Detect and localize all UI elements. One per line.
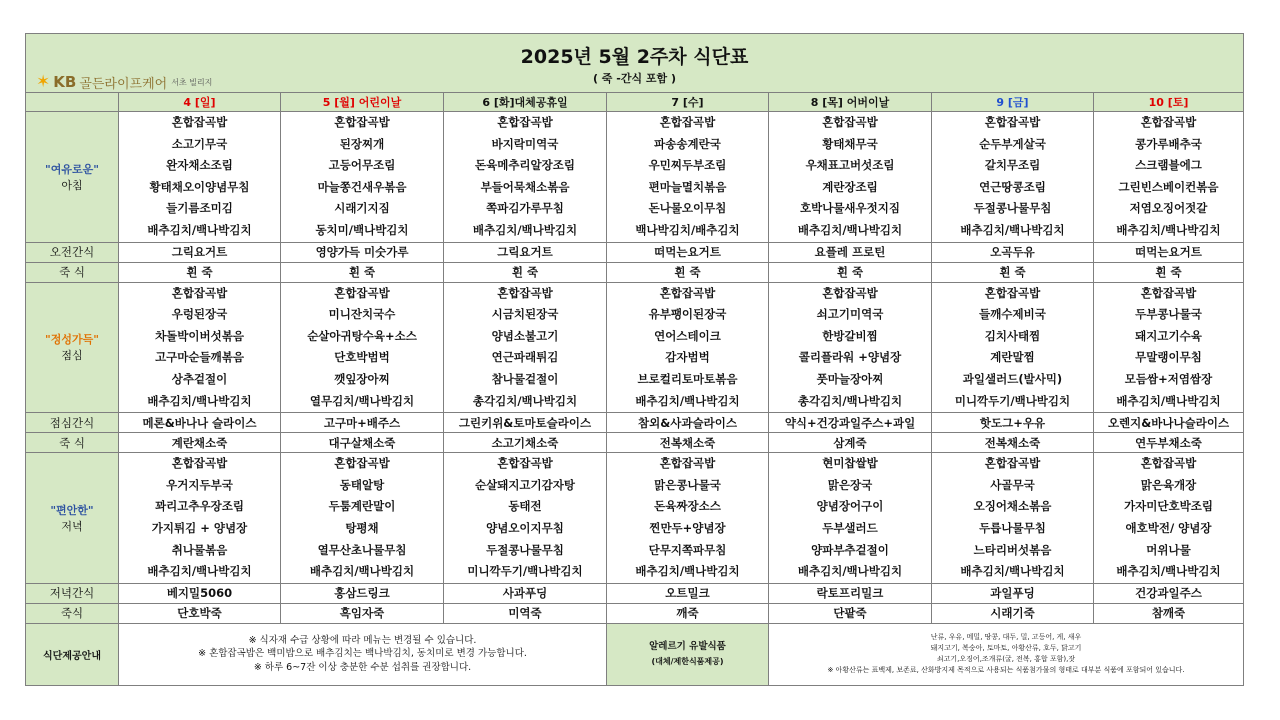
- menu-item: 고구마순들깨볶음: [155, 350, 244, 365]
- am_snack-cell-1: 영양가득 미숫가루: [281, 242, 444, 262]
- lunch-cell-6: [1094, 282, 1244, 413]
- menu-item: 두부샐러드: [822, 520, 878, 535]
- allergy-line-1: 난류, 우유, 메밀, 땅콩, 대두, 밀, 고등어, 게, 새우: [930, 633, 1082, 642]
- menu-table: [25, 33, 1244, 686]
- porridge2-cell-0: 계란채소죽: [119, 433, 281, 453]
- menu-item: 브로컬리토마토볶음: [637, 371, 738, 386]
- menu-item: 배추김치/백나박김치: [635, 564, 740, 579]
- menu-item: 시래기지짐: [334, 201, 390, 216]
- menu-item: 유부팽이된장국: [648, 307, 727, 322]
- evening_snack-cell-2: 사과푸딩: [444, 583, 607, 603]
- day-header-6: 10 [토]: [1094, 93, 1244, 112]
- am-snack-label: 오전간식: [26, 242, 119, 262]
- porridge2-cell-5: 전복채소죽: [932, 433, 1094, 453]
- lunch-cell-1: [281, 282, 444, 413]
- menu-item: 완자채소조림: [166, 158, 233, 173]
- breakfast-slogan: "여유로운": [45, 162, 99, 176]
- menu-item: 차돌박이버섯볶음: [155, 328, 244, 343]
- lunch-slogan: "정성가득": [45, 333, 99, 347]
- menu-item: 배추김치/백나박김치: [309, 564, 415, 579]
- dinner-cell-2: [444, 453, 607, 584]
- menu-item: 미니깍두기/백나박김치: [467, 564, 583, 579]
- evening_snack-cell-1: 홍삼드링크: [281, 583, 444, 603]
- day-header-0: 4 [일]: [119, 93, 281, 112]
- footer-note-3: ※ 하루 6~7잔 이상 충분한 수분 섭취를 권장합니다.: [253, 661, 472, 673]
- dinner-cell-5: [932, 453, 1094, 584]
- allergy-title: 알레르기 유발식품: [649, 641, 726, 653]
- menu-item: 김치사태찜: [984, 328, 1041, 343]
- lunch_snack-cell-5: 핫도그+우유: [932, 413, 1094, 433]
- evening_snack-cell-5: 과일푸딩: [932, 583, 1094, 603]
- menu-item: 동태알탕: [339, 477, 385, 492]
- menu-item: 혼합잡곡밥: [171, 456, 228, 471]
- menu-item: 머위나물: [1146, 542, 1191, 557]
- porridge2-label: 죽 식: [26, 433, 119, 453]
- menu-item: 두부콩나물국: [1135, 307, 1202, 322]
- allergy-subtitle: (대체/제한식품제공): [651, 657, 724, 667]
- porridge1-cell-4: 흰 죽: [769, 262, 932, 282]
- menu-item: 열무김치/백나박김치: [309, 393, 415, 408]
- menu-item: 돈나물오이무침: [648, 201, 727, 216]
- menu-item: 콜리플라워 +양념장: [798, 350, 902, 365]
- allergy-title-cell: [607, 623, 769, 685]
- am_snack-cell-6: 떠먹는요거트: [1094, 242, 1244, 262]
- day-header-4: 8 [목] 어버이날: [769, 93, 932, 112]
- dinner-cell-4: [769, 453, 932, 584]
- menu-item: 돈육메추리알장조림: [475, 158, 575, 173]
- menu-item: 양념소불고기: [491, 328, 559, 343]
- porridge3-row: [26, 603, 1244, 623]
- menu-item: 감자범벅: [665, 350, 710, 365]
- menu-item: 탕평채: [345, 520, 379, 535]
- porridge1-row: [26, 262, 1244, 282]
- logo-brand: KB: [53, 73, 77, 91]
- lunch-cell-3: [607, 282, 769, 413]
- menu-item: 시금치된장국: [491, 307, 559, 322]
- menu-item: 총각김치/백나박김치: [472, 393, 578, 408]
- porridge3-label: 죽식: [26, 603, 119, 623]
- day-header-5: 9 [금]: [932, 93, 1094, 112]
- am_snack-cell-5: 오곡두유: [932, 242, 1094, 262]
- breakfast-cell-2: [444, 112, 607, 243]
- porridge1-cell-1: 흰 죽: [281, 262, 444, 282]
- dinner-label-cell: [26, 453, 119, 584]
- menu-item: 열무산초나물무침: [317, 542, 407, 557]
- menu-item: 혼합잡곡밥: [984, 115, 1041, 129]
- allergy-line-2: 돼지고기, 복숭아, 토마토, 아황산류, 호두, 닭고기: [930, 644, 1082, 653]
- menu-item: 배추김치/백나박김치: [472, 222, 578, 237]
- menu-item: 두툼계란말이: [328, 499, 396, 514]
- menu-item: 혼합잡곡밥: [497, 456, 553, 471]
- menu-item: 가지튀김 + 양념장: [151, 520, 248, 535]
- menu-item: 혼합잡곡밥: [497, 285, 553, 300]
- footer-note-2: ※ 혼합잡곡밥은 백미밥으로 배추김치는 백나박김치, 동치미로 변경 가능합니다.: [198, 648, 527, 660]
- menu-item: 양파부추겉절이: [811, 542, 889, 557]
- lunch-cell-5: [932, 282, 1094, 413]
- logo-name: 골든라이프케어: [79, 76, 168, 92]
- menu-item: 마늘쫑건새우볶음: [317, 179, 407, 194]
- allergy-line-4: ※ 아황산류는 표백제, 보존료, 산화방지제 목적으로 사용되는 식품첨가물의 형태로 대부분 식품에 포함되어 있습니다.: [827, 666, 1185, 675]
- lunch_snack-cell-3: 참외&사과슬라이스: [607, 413, 769, 433]
- menu-item: 소고기무국: [171, 136, 228, 151]
- menu-item: 꽈리고추우장조림: [155, 499, 244, 514]
- menu-item: 연근파래튀김: [491, 350, 559, 365]
- lunch-cell-2: [444, 282, 607, 413]
- menu-item: 배추김치/백나박김치: [797, 222, 903, 237]
- porridge1-cell-3: 흰 죽: [607, 262, 769, 282]
- lunch-row: [26, 282, 1244, 413]
- porridge3-cell-1: 흑임자죽: [281, 603, 444, 623]
- evening_snack-cell-6: 건강과일주스: [1094, 583, 1244, 603]
- day-header-2: 6 [화]대체공휴일: [444, 93, 607, 112]
- menu-item: 혼합잡곡밥: [334, 115, 390, 129]
- menu-item: 배추김치/백나박김치: [960, 564, 1065, 579]
- menu-item: 배추김치/백나박김치: [1116, 564, 1221, 579]
- menu-item: 무말랭이무침: [1135, 350, 1202, 365]
- menu-item: 혼합잡곡밥: [984, 456, 1041, 471]
- menu-item: 맑은콩나물국: [654, 477, 721, 492]
- menu-item: 풋마늘장아찌: [816, 371, 884, 386]
- menu-item: 부들어묵채소볶음: [480, 179, 570, 194]
- lunch-label: 점심: [61, 349, 83, 363]
- lunch-snack-label: 점심간식: [26, 413, 119, 433]
- menu-item: 쇠고기미역국: [816, 307, 884, 322]
- menu-item: 혼합잡곡밥: [822, 115, 878, 129]
- menu-item: 오징어채소볶음: [973, 499, 1052, 514]
- menu-item: 배추김치/백나박김치: [635, 393, 740, 408]
- menu-item: 순두부게살국: [979, 136, 1046, 151]
- lunch-snack-row: [26, 413, 1244, 433]
- lunch_snack-cell-0: 메론&바나나 슬라이스: [119, 413, 281, 433]
- menu-item: 혼합잡곡밥: [1140, 285, 1197, 300]
- corner-cell: [26, 93, 119, 112]
- menu-item: 사골무국: [990, 477, 1035, 492]
- menu-item: 단무지쪽파무침: [648, 542, 727, 557]
- evening-snack-row: [26, 583, 1244, 603]
- breakfast-cell-3: [607, 112, 769, 243]
- porridge1-cell-6: 흰 죽: [1094, 262, 1244, 282]
- menu-item: 바지락미역국: [491, 136, 559, 151]
- evening_snack-cell-0: 베지밀5060: [119, 583, 281, 603]
- menu-item: 배추김치/백나박김치: [147, 393, 252, 408]
- menu-item: 순살돼지고기감자탕: [475, 477, 575, 492]
- porridge2-cell-4: 삼계죽: [769, 433, 932, 453]
- menu-item: 연근땅콩조림: [979, 179, 1046, 194]
- menu-item: 돼지고기수육: [1135, 328, 1202, 343]
- lunch_snack-cell-6: 오렌지&바나나슬라이스: [1094, 413, 1244, 433]
- menu-item: 혼합잡곡밥: [171, 285, 228, 300]
- porridge1-label: 죽 식: [26, 262, 119, 282]
- menu-item: 스크램블에그: [1135, 158, 1202, 173]
- menu-item: 백나박김치/배추김치: [635, 222, 740, 237]
- menu-item: 혼합잡곡밥: [334, 285, 390, 300]
- menu-item: 혼합잡곡밥: [334, 456, 390, 471]
- menu-item: 혼합잡곡밥: [171, 115, 228, 129]
- menu-item: 우채표고버섯조림: [805, 158, 895, 173]
- evening-snack-label: 저녁간식: [26, 583, 119, 603]
- menu-item: 한방갈비찜: [822, 328, 878, 343]
- menu-item: 혼합잡곡밥: [659, 115, 716, 129]
- menu-item: 애호박전/ 양념장: [1125, 520, 1212, 535]
- page-title: 2025년 5월 2주차 식단표: [520, 46, 749, 68]
- menu-item: 계란장조림: [822, 179, 878, 194]
- lunch_snack-cell-1: 고구마+배주스: [281, 413, 444, 433]
- evening_snack-cell-4: 락토프리밀크: [769, 583, 932, 603]
- footer-notes: [119, 623, 607, 685]
- am_snack-cell-2: 그릭요거트: [444, 242, 607, 262]
- menu-item: 혼합잡곡밥: [659, 456, 716, 471]
- dinner-cell-3: [607, 453, 769, 584]
- menu-item: 미니잔치국수: [328, 307, 396, 322]
- menu-item: 편마늘멸치볶음: [648, 179, 727, 194]
- am_snack-cell-0: 그릭요거트: [119, 242, 281, 262]
- menu-item: 콩가루배추국: [1135, 136, 1202, 151]
- breakfast-cell-4: [769, 112, 932, 243]
- lunch-cell-0: [119, 282, 281, 413]
- lunch-cell-4: [769, 282, 932, 413]
- am_snack-cell-3: 떠먹는요거트: [607, 242, 769, 262]
- porridge1-cell-5: 흰 죽: [932, 262, 1094, 282]
- menu-item: 혼합잡곡밥: [822, 285, 878, 300]
- menu-item: 그린빈스베이컨볶음: [1118, 179, 1219, 194]
- lunch_snack-cell-4: 약식+건강과일주스+과일: [769, 413, 932, 433]
- menu-item: 모듬쌈+저염쌈장: [1124, 371, 1213, 386]
- menu-item: 된장찌개: [339, 136, 385, 151]
- menu-item: 두절콩나물무침: [486, 542, 564, 557]
- breakfast-cell-5: [932, 112, 1094, 243]
- porridge2-cell-1: 대구살채소죽: [281, 433, 444, 453]
- menu-item: 혼합잡곡밥: [659, 285, 716, 300]
- dinner-slogan: "편안한": [50, 503, 94, 517]
- porridge3-cell-0: 단호박죽: [119, 603, 281, 623]
- menu-item: 순살아귀탕수육+소스: [307, 328, 417, 343]
- kb-star-icon: ✶: [36, 72, 51, 92]
- menu-item: 배추김치/백나박김치: [797, 564, 903, 579]
- menu-item: 깻잎장아찌: [334, 371, 390, 386]
- menu-item: 배추김치/백나박김치: [1116, 222, 1221, 237]
- menu-item: 갈치무조림: [984, 158, 1041, 173]
- menu-item: 미니깍두기/백나박김치: [954, 393, 1071, 408]
- porridge1-cell-2: 흰 죽: [444, 262, 607, 282]
- breakfast-cell-0: [119, 112, 281, 243]
- menu-item: 혼합잡곡밥: [497, 115, 553, 129]
- menu-item: 양념장어구이: [816, 499, 884, 514]
- breakfast-label: 아침: [61, 178, 83, 192]
- menu-item: 황태채오이양념무침: [149, 179, 250, 194]
- am_snack-cell-4: 요플레 프로틴: [769, 242, 932, 262]
- menu-item: 상추겉절이: [171, 371, 228, 386]
- porridge1-cell-0: 흰 죽: [119, 262, 281, 282]
- menu-item: 참나물겉절이: [491, 371, 559, 386]
- menu-item: 단호박범벅: [334, 350, 390, 365]
- header: [26, 34, 1244, 93]
- day-header-1: 5 [월] 어린이날: [281, 93, 444, 112]
- menu-item: 들기름조미김: [166, 201, 233, 216]
- menu-item: 저염오징어젓갈: [1129, 201, 1208, 216]
- menu-item: 우민찌두부조림: [648, 158, 727, 173]
- menu-item: 총각김치/백나박김치: [797, 393, 903, 408]
- menu-item: 돈육짜장소스: [654, 499, 721, 514]
- menu-item: 맑은장국: [827, 477, 873, 492]
- lunch_snack-cell-2: 그린키위&토마토슬라이스: [444, 413, 607, 433]
- menu-item: 배추김치/백나박김치: [1116, 393, 1221, 408]
- footer-row: [26, 623, 1244, 685]
- porridge3-cell-4: 단팥죽: [769, 603, 932, 623]
- menu-item: 혼합잡곡밥: [1140, 115, 1197, 129]
- menu-item: 양념오이지무침: [486, 520, 564, 535]
- page-subtitle: ( 죽 -간식 포함 ): [592, 72, 677, 85]
- am-snack-row: [26, 242, 1244, 262]
- footer-note-1: ※ 식자재 수급 상황에 따라 메뉴는 변경될 수 있습니다.: [248, 634, 477, 646]
- menu-item: 우거지두부국: [166, 477, 233, 492]
- menu-item: 들깨수제비국: [979, 307, 1046, 322]
- day-header-3: 7 [수]: [607, 93, 769, 112]
- menu-sheet: [25, 33, 1243, 705]
- porridge3-cell-3: 깨죽: [607, 603, 769, 623]
- menu-item: 배추김치/백나박김치: [147, 222, 252, 237]
- menu-item: 두릅나물무침: [979, 520, 1046, 535]
- porridge3-cell-2: 미역죽: [444, 603, 607, 623]
- menu-item: 취나물볶음: [171, 542, 228, 557]
- porridge3-cell-5: 시래기죽: [932, 603, 1094, 623]
- porridge3-cell-6: 참깨죽: [1094, 603, 1244, 623]
- dinner-label: 저녁: [61, 519, 83, 533]
- dinner-row: [26, 453, 1244, 584]
- footer-label: 식단제공안내: [26, 623, 119, 685]
- dinner-cell-6: [1094, 453, 1244, 584]
- menu-item: 동태전: [508, 499, 542, 514]
- menu-item: 배추김치/백나박김치: [960, 222, 1065, 237]
- menu-item: 과일샐러드(발사믹): [962, 371, 1063, 386]
- menu-item: 계란말찜: [990, 350, 1035, 365]
- menu-item: 혼합잡곡밥: [1140, 456, 1197, 471]
- porridge2-cell-2: 소고기채소죽: [444, 433, 607, 453]
- dinner-cell-1: [281, 453, 444, 584]
- menu-item: 배추김치/백나박김치: [147, 564, 252, 579]
- allergy-list-cell: [769, 623, 1244, 685]
- menu-item: 혼합잡곡밥: [984, 285, 1041, 300]
- breakfast-row: [26, 112, 1244, 243]
- logo-branch: 서초 빌리지: [171, 77, 213, 87]
- menu-item: 우렁된장국: [171, 307, 228, 322]
- menu-item: 황태채무국: [822, 136, 878, 151]
- dinner-cell-0: [119, 453, 281, 584]
- menu-item: 두절콩나물무침: [973, 201, 1052, 216]
- menu-item: 현미찹쌀밥: [822, 456, 878, 471]
- lunch-label-cell: [26, 282, 119, 413]
- allergy-line-3: 쇠고기,오징어,조개류(굴, 전복, 홍합 포함),잣: [936, 655, 1076, 664]
- menu-item: 연어스테이크: [654, 328, 721, 343]
- breakfast-cell-6: [1094, 112, 1244, 243]
- menu-item: 느타리버섯볶음: [973, 542, 1052, 557]
- menu-item: 가자미단호박조림: [1124, 499, 1213, 514]
- menu-item: 호박나물새우젓지짐: [800, 201, 900, 216]
- day-header-row: [26, 93, 1244, 112]
- menu-item: 고등어무조림: [328, 158, 396, 173]
- evening_snack-cell-3: 오트밀크: [607, 583, 769, 603]
- porridge2-cell-3: 전복채소죽: [607, 433, 769, 453]
- menu-item: 맑은육개장: [1140, 477, 1197, 492]
- breakfast-label-cell: [26, 112, 119, 243]
- menu-item: 찐만두+양념장: [649, 520, 726, 535]
- breakfast-cell-1: [281, 112, 444, 243]
- menu-item: 쪽파김가루무침: [486, 201, 564, 216]
- porridge2-row: [26, 433, 1244, 453]
- menu-item: 파송송계란국: [654, 136, 721, 151]
- menu-item: 동치미/백나박김치: [315, 222, 409, 237]
- porridge2-cell-6: 연두부채소죽: [1094, 433, 1244, 453]
